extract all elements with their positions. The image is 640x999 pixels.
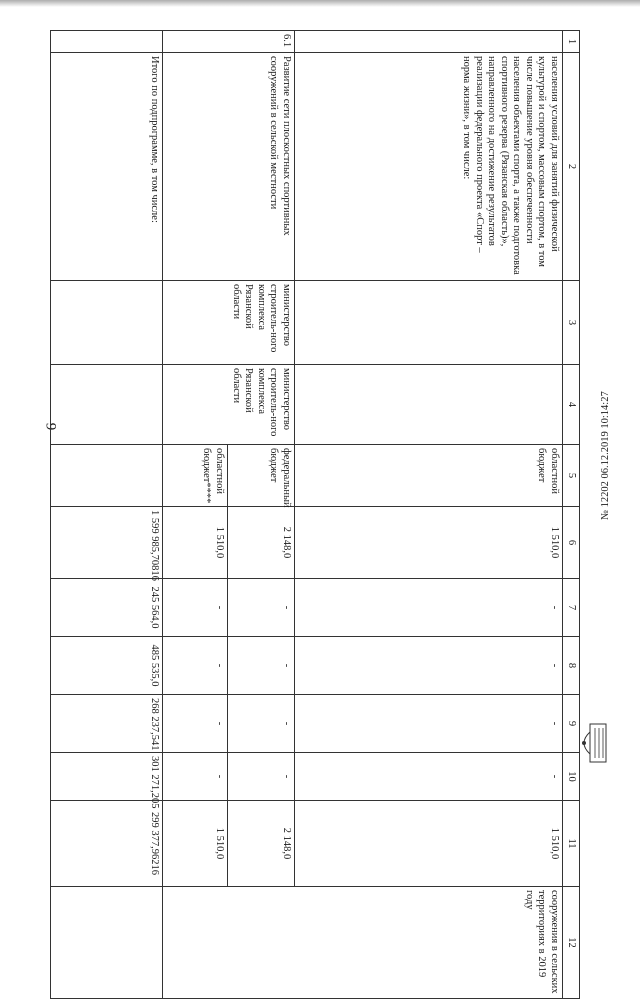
expected-result-cell: сооружения в сельских территориях в 2019 году [163, 887, 563, 999]
amount-cell: - [228, 753, 295, 801]
amount-cell: - [228, 637, 295, 695]
funding-source-cell: федеральный бюджет [228, 445, 295, 507]
row-number-cell [51, 31, 163, 53]
total-amount-cell: 268 237,541 [51, 695, 163, 753]
responsible-executor-cell [51, 281, 163, 365]
total-row [51, 31, 163, 999]
expected-result-cell [51, 887, 163, 999]
column-header: 8 [563, 637, 580, 695]
table-row [228, 31, 295, 999]
scan-top-edge [0, 0, 640, 7]
funding-source-cell: областной бюджет**** [163, 445, 228, 507]
amount-cell: - [163, 753, 228, 801]
amount-cell: 1 510,0 [295, 801, 563, 887]
amount-cell: - [295, 637, 563, 695]
activity-description-cell: Развитие сети плоскостных спортивных сооружений в сельской местности [163, 53, 295, 281]
funding-source-cell [51, 445, 163, 507]
column-header: 9 [563, 695, 580, 753]
column-header: 12 [563, 887, 580, 999]
row-number-cell: 6.1 [163, 31, 295, 53]
activity-description-cell: населения условий для занятий физической культурой и спортом, массовым спортом, в том числе повышение уровня обеспеченности населения объектами спорта, а также подготовка спортивного резерва (Рязанская область)», направленного на достижение результатов реализации федерального проекта «Спорт – норма жизни», в том числе: [295, 53, 563, 281]
amount-cell: - [295, 579, 563, 637]
column-header: 4 [563, 365, 580, 445]
amount-cell: 2 148,0 [228, 507, 295, 579]
page-number: 9 [42, 422, 59, 431]
main-manager-cell: министерство строитель-ного комплекса Рязанской области [163, 365, 295, 445]
amount-cell: - [295, 753, 563, 801]
total-amount-cell: 299 377,96216 [51, 801, 163, 887]
registration-stamp-text: № 12202 06.12.2019 10:14:27 [600, 391, 611, 520]
row-number-cell [295, 31, 563, 53]
column-header: 1 [563, 31, 580, 53]
main-manager-cell [295, 365, 563, 445]
column-header: 5 [563, 445, 580, 507]
column-header: 2 [563, 53, 580, 281]
funding-source-cell: областной бюджет [295, 445, 563, 507]
main-manager-cell [51, 365, 163, 445]
total-amount-cell: 1 599 985,70816 [51, 507, 163, 579]
amount-cell: 2 148,0 [228, 801, 295, 887]
column-header: 3 [563, 281, 580, 365]
total-amount-cell: 245 564,0 [51, 579, 163, 637]
column-header: 7 [563, 579, 580, 637]
column-header: 10 [563, 753, 580, 801]
total-label-cell: Итого по подпрограмме, в том числе: [51, 53, 163, 281]
amount-cell: - [163, 579, 228, 637]
amount-cell: - [228, 579, 295, 637]
column-number-row [563, 31, 580, 999]
total-amount-cell: 301 271,205 [51, 753, 163, 801]
responsible-executor-cell [295, 281, 563, 365]
amount-cell: - [228, 695, 295, 753]
stamp-logo-icon [576, 722, 610, 764]
rotated-table-container [50, 30, 580, 994]
responsible-executor-cell: министерство строитель-ного комплекса Рязанской области [163, 281, 295, 365]
column-header: 6 [563, 507, 580, 579]
budget-table [50, 30, 580, 999]
amount-cell: 1 510,0 [163, 507, 228, 579]
amount-cell: - [295, 695, 563, 753]
amount-cell: 1 510,0 [163, 801, 228, 887]
table-row [295, 31, 563, 999]
amount-cell: 1 510,0 [295, 507, 563, 579]
amount-cell: - [163, 695, 228, 753]
total-amount-cell: 485 535,0 [51, 637, 163, 695]
column-header: 11 [563, 801, 580, 887]
amount-cell: - [163, 637, 228, 695]
